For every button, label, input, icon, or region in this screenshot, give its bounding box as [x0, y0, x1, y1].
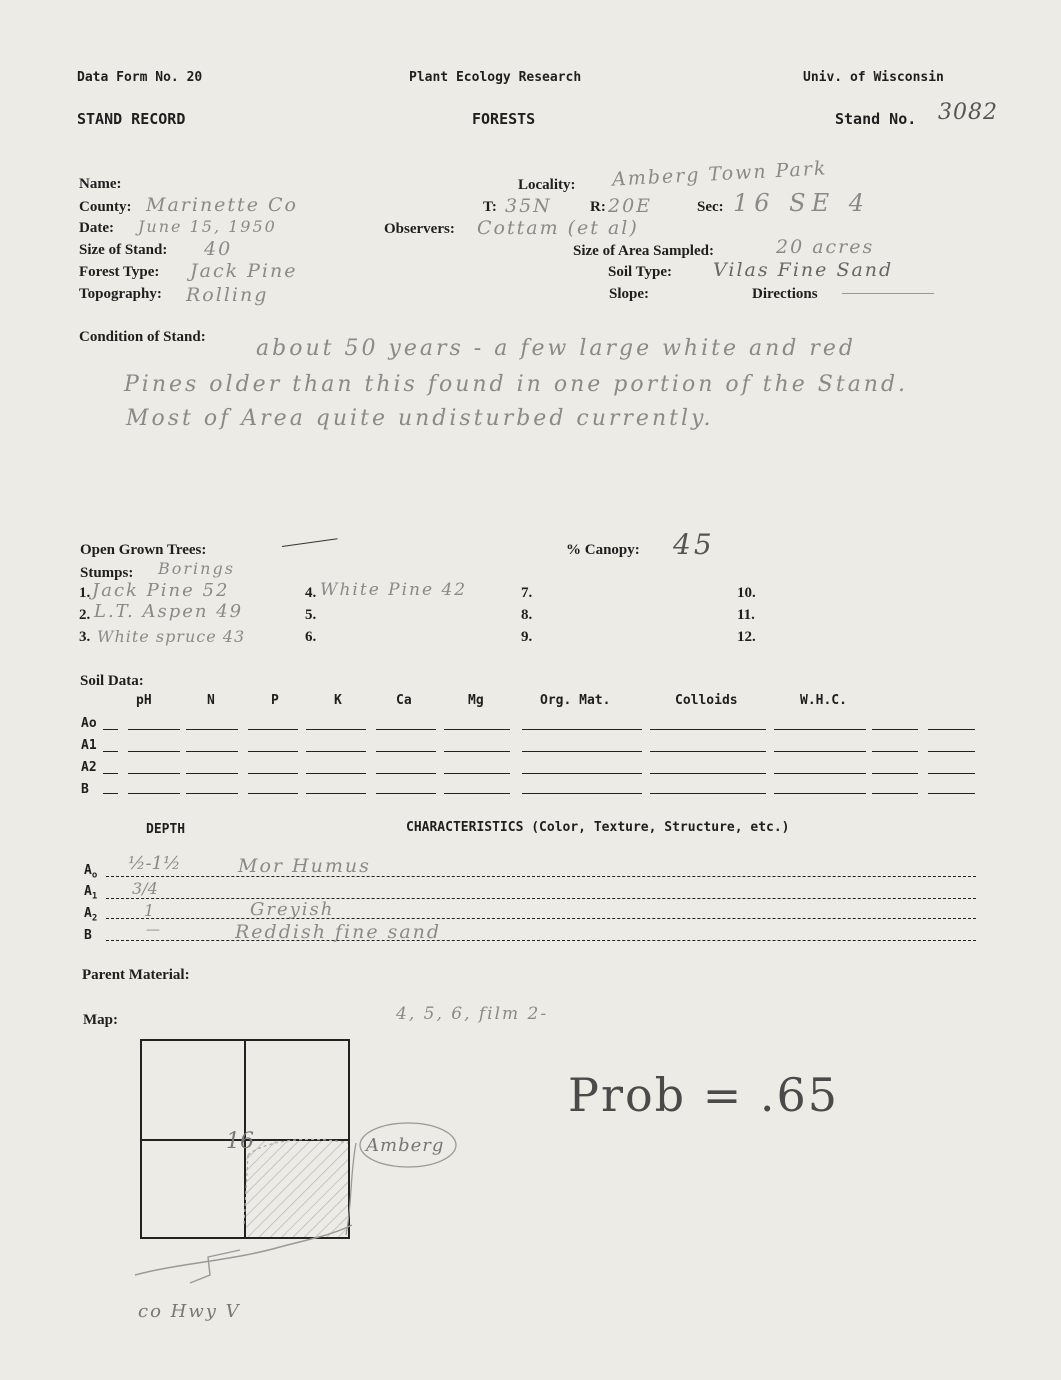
tree-7-num: 7. — [521, 585, 533, 601]
depth-header: DEPTH — [146, 822, 186, 837]
topography-label: Topography: — [79, 286, 162, 302]
stand-number-label: Stand No. — [835, 110, 917, 128]
open-grown-dash — [282, 538, 338, 547]
soil-col-mg: Mg — [468, 693, 484, 708]
tree-4-value: White Pine 42 — [320, 580, 468, 600]
profile-row-ao: $A_o$ — [84, 863, 98, 881]
tree-12-num: 12. — [737, 629, 756, 645]
tree-6-num: 6. — [305, 629, 317, 645]
tree-10-num: 10. — [737, 585, 756, 601]
soil-col-org-mat: Org. Mat. — [540, 693, 611, 708]
locality-label: Locality: — [518, 177, 576, 193]
map-section-number: 16 — [226, 1129, 254, 1154]
characteristics-header: CHARACTERISTICS (Color, Texture, Structure, etc.) — [406, 820, 790, 835]
soil-col-k: K — [334, 693, 342, 708]
area-sampled-label: Size of Area Sampled: — [573, 243, 714, 259]
name-label: Name: — [79, 176, 122, 192]
profile-row-b: B — [84, 928, 92, 943]
county-value: Marinette Co — [146, 194, 298, 216]
probability-note: Prob = .65 — [568, 1068, 840, 1122]
profile-line-ao — [106, 876, 976, 877]
record-title: STAND RECORD — [77, 110, 186, 128]
section-label: Sec: — [697, 199, 724, 215]
map-hatched-area — [244, 1140, 348, 1238]
condition-line-3: Most of Area quite undisturbed currently. — [126, 406, 714, 431]
area-sampled-value: 20 acres — [776, 236, 875, 258]
profile-line-a2 — [106, 918, 976, 919]
slope-label: Slope: — [609, 286, 650, 302]
range-value: 20E — [608, 195, 653, 217]
profile-text-b: Reddish fine sand — [235, 921, 442, 943]
observers-value: Cottam (et al) — [477, 217, 639, 239]
organization: Plant Ecology Research — [409, 70, 582, 85]
tree-11-num: 11. — [737, 607, 755, 623]
range-label: R: — [590, 199, 606, 215]
size-value: 40 — [204, 238, 233, 260]
soil-row-a2: A2 — [81, 760, 97, 775]
map-road-label: co Hwy V — [138, 1301, 241, 1322]
soil-col-ph: pH — [136, 693, 152, 708]
date-label: Date: — [79, 220, 114, 236]
profile-line-a1 — [106, 898, 976, 899]
tree-2-num: 2. — [79, 607, 91, 623]
tree-8-num: 8. — [521, 607, 533, 623]
tree-3-num: 3. — [79, 629, 91, 645]
condition-label: Condition of Stand: — [79, 329, 206, 345]
category-title: FORESTS — [472, 110, 536, 128]
canopy-label: % Canopy: — [566, 542, 640, 558]
soil-row-b: B — [81, 782, 89, 797]
stumps-value: Borings — [158, 559, 235, 578]
directions-label: Directions — [752, 286, 818, 302]
profile-row-a1: $A_1$ — [84, 884, 98, 902]
observers-label: Observers: — [384, 221, 455, 237]
profile-depth-b: — — [146, 922, 160, 938]
profile-row-a2: $A_2$ — [84, 906, 98, 924]
soil-type-value: Vilas Fine Sand — [713, 259, 894, 281]
stand-number-value: 3082 — [938, 100, 998, 125]
soil-row-a1: A1 — [81, 738, 97, 753]
soil-col-p: P — [271, 693, 279, 708]
tree-3-value: White spruce 43 — [97, 627, 246, 646]
profile-text-a2: Greyish — [250, 899, 335, 920]
profile-depth-a1: 3/4 — [132, 879, 158, 898]
parent-material-label: Parent Material: — [82, 967, 190, 983]
film-note: 4, 5, 6, film 2- — [396, 1004, 549, 1024]
soil-type-label: Soil Type: — [608, 264, 673, 280]
tree-2-value: L.T. Aspen 49 — [94, 601, 244, 622]
form-number: Data Form No. 20 — [77, 70, 203, 85]
topography-value: Rolling — [186, 284, 269, 306]
locality-value: Amberg Town Park — [611, 157, 828, 191]
stumps-label: Stumps: — [80, 565, 134, 581]
soil-col-whc: W.H.C. — [800, 693, 847, 708]
profile-depth-ao: ½-1½ — [128, 853, 181, 874]
map-town-label: Amberg — [366, 1135, 445, 1156]
tree-9-num: 9. — [521, 629, 533, 645]
soil-data-label: Soil Data: — [80, 673, 144, 689]
size-label: Size of Stand: — [79, 242, 168, 258]
profile-text-ao: Mor Humus — [238, 855, 371, 877]
canopy-value: 45 — [673, 528, 715, 561]
township-value: 35N — [505, 195, 552, 217]
condition-line-1: about 50 years - a few large white and red — [256, 336, 856, 361]
forest-type-value: Jack Pine — [190, 260, 298, 282]
directions-pencil-line — [842, 293, 934, 294]
condition-line-2: Pines older than this found in one portion of the Stand. — [124, 372, 909, 397]
date-value: June 15, 1950 — [138, 217, 277, 236]
profile-depth-a2: 1 — [144, 901, 155, 920]
section-map — [120, 1025, 500, 1345]
section-value: 16 SE 4 — [733, 189, 871, 217]
soil-row-ao: Ao — [81, 716, 97, 731]
map-label: Map: — [83, 1012, 118, 1028]
soil-col-colloids: Colloids — [675, 693, 738, 708]
tree-1-num: 1. — [79, 585, 91, 601]
township-label: T: — [483, 199, 497, 215]
tree-4-num: 4. — [305, 585, 317, 601]
tree-1-value: Jack Pine 52 — [92, 580, 230, 601]
soil-col-n: N — [207, 693, 215, 708]
university: Univ. of Wisconsin — [803, 70, 944, 85]
tree-5-num: 5. — [305, 607, 317, 623]
open-grown-label: Open Grown Trees: — [80, 542, 207, 558]
soil-col-ca: Ca — [396, 693, 412, 708]
forest-type-label: Forest Type: — [79, 264, 160, 280]
county-label: County: — [79, 199, 132, 215]
